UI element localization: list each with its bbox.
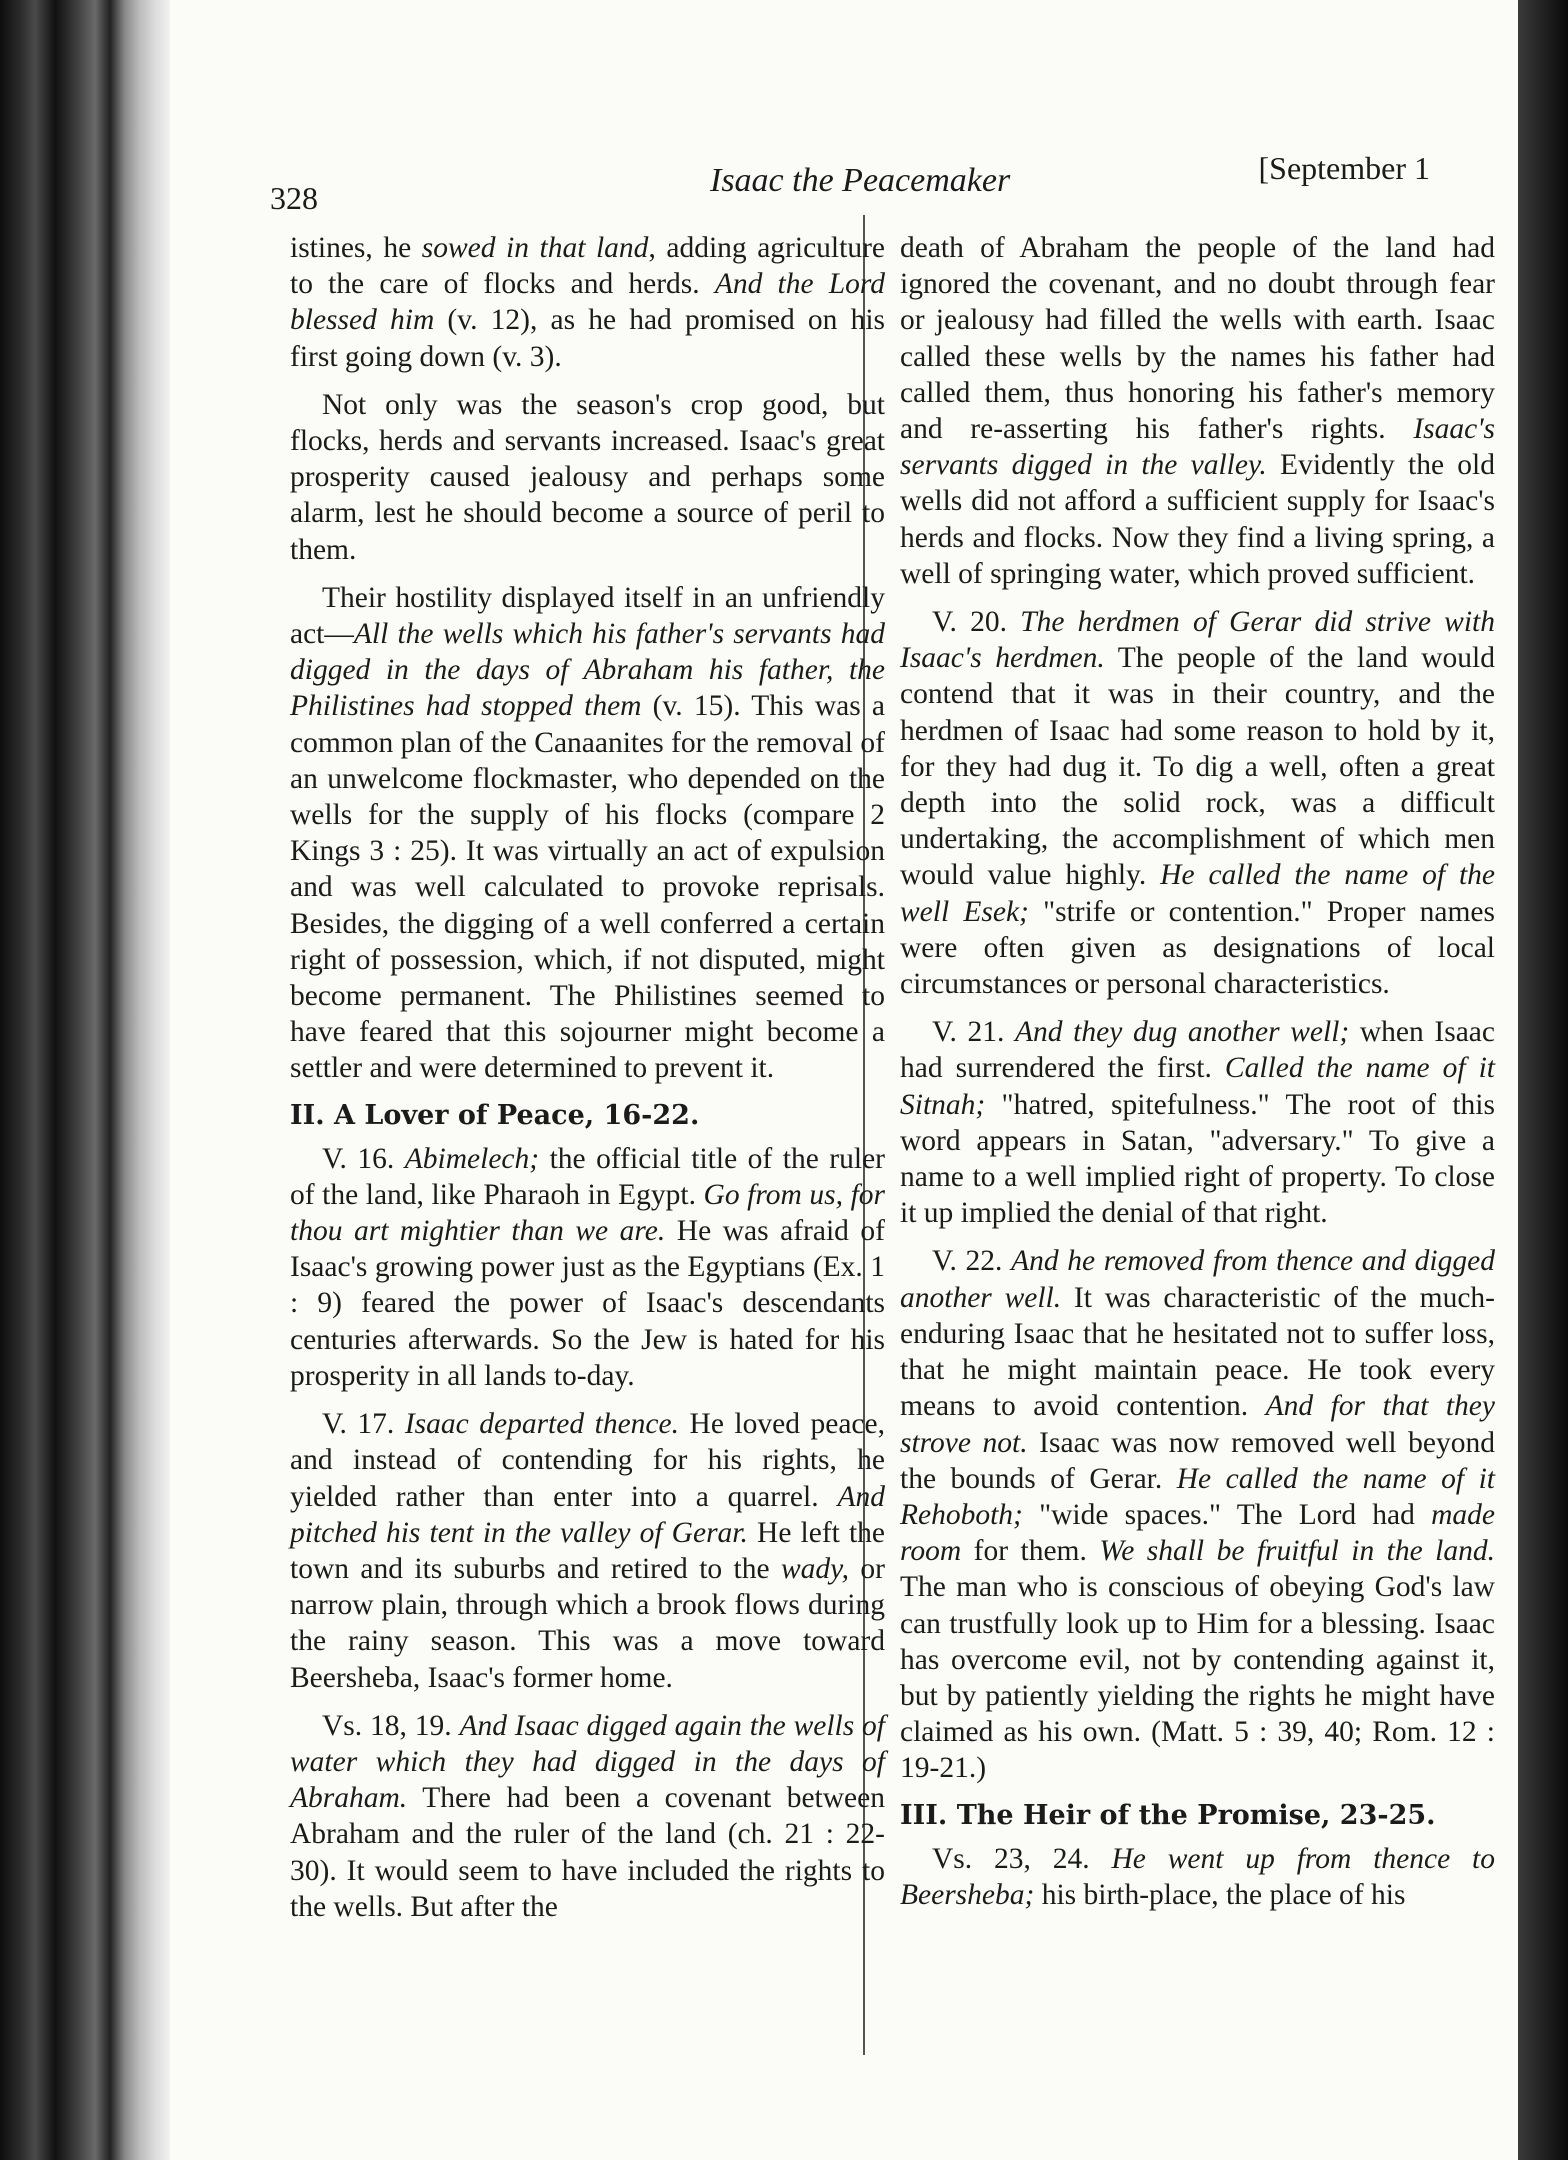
section-heading: II. A Lover of Peace, 16-22.: [290, 1099, 700, 1131]
text-run: the official title of the ruler of the land, like Pharaoh in Egypt.: [290, 1142, 885, 1211]
text-run: Isaac was now removed well beyond the bounds of Gerar.: [900, 1426, 1495, 1495]
paragraph: [900, 230, 1495, 592]
paragraph: [900, 1841, 1495, 1913]
italic-run: made room: [900, 1498, 1495, 1568]
text-run: or narrow plain, through which a brook flows during the rainy season. This was a move toward Beersheba, Isaac's former home.: [290, 1552, 886, 1694]
paragraph: [290, 387, 885, 568]
text-run: V. 22.: [932, 1245, 1012, 1278]
book-page: [170, 0, 1518, 2160]
italic-run: And pitched his tent in the valley of Gerar.: [290, 1480, 885, 1549]
italic-run: He called the name of it Rehoboth;: [900, 1462, 1495, 1531]
italic-run: All the wells which his father's servants had digged in the days of Abraham his father, the Philistines had stopped them: [290, 618, 885, 723]
text-run: V. 20.: [932, 606, 1021, 639]
text-run: "strife or contention." Proper names were often given as designations of local circumstances or personal characteristics.: [900, 895, 1495, 1001]
text-run: Evidently the old wells did not afford a sufficient supply for Isaac's herds and flocks. Now they find a living spring, a well of springing water, which proved sufficient.: [900, 449, 1495, 590]
text-run: Their hostility displayed itself in an unfriendly act—: [290, 581, 885, 651]
text-run: Vs. 18, 19.: [322, 1709, 460, 1742]
italic-run: And Isaac digged again the wells of water which they had digged in the days of Abraham.: [290, 1709, 885, 1815]
text-run: V. 16.: [322, 1142, 405, 1175]
text-run: , adding agriculture to the care of flocks and herds.: [290, 232, 885, 301]
text-run: V. 21.: [932, 1016, 1016, 1049]
text-run: Vs. 23, 24.: [932, 1842, 1112, 1875]
scan-right-edge: [1518, 0, 1568, 2160]
header-date: [September 1: [1258, 150, 1430, 186]
italic-run: Abimelech;: [404, 1142, 540, 1175]
text-run: The people of the land would contend that it was in their country, and the herdmen of Isaac had some reason to hold by it, for they had dug it. To dig a well, often a great depth into the solid rock, was a difficult undertaking, the accomplishment of which men would value highly.: [900, 642, 1495, 892]
italic-run: And for that they strove not.: [900, 1390, 1495, 1459]
italic-run: Isaac's servants digged in the valley.: [900, 413, 1495, 482]
paragraph: [900, 1243, 1495, 1786]
text-run: "wide spaces." The Lord had: [1022, 1498, 1432, 1531]
paragraph: [290, 1406, 885, 1696]
italic-run: And he removed from thence and digged another well.: [900, 1245, 1495, 1314]
italic-run: And they dug another well;: [1015, 1016, 1350, 1049]
text-run: He left the town and its suburbs and retired to the: [290, 1516, 885, 1585]
text-run: (v. 12), as he had promised on his first going down (v. 3).: [290, 304, 886, 373]
running-title: Isaac the Peacemaker: [710, 162, 1011, 199]
text-run: death of Abraham the people of the land had ignored the covenant, and no doubt through fear or jealousy had filled the wells with earth. Isaac called these wells by the names his father had called them, thus honoring his father's memory and re-asserting his father's rights.: [900, 232, 1495, 446]
italic-run: sowed in that land: [421, 232, 649, 264]
italic-run: He called the name of the well Esek;: [900, 859, 1495, 928]
text-run: istines, he: [290, 232, 422, 264]
text-run: It was characteristic of the much-enduring Isaac that he hesitated not to suffer loss, that he might maintain peace. He took every means to avoid contention.: [900, 1281, 1495, 1423]
italic-run: The herdmen of Gerar did strive with Isaac's herdmen.: [900, 606, 1495, 675]
text-run: (v. 15). This was a common plan of the Canaanites for the removal of an unwelcome flockmaster, who depended on the wells for the supply of his flocks (compare 2 Kings 3 : 25). It was virtually an act of expulsion and was well calculated to provoke reprisals. Besides, the digging of a well conferred a certain right of possession, which, if not disputed, might become permanent. The Philistines seemed to have feared that this sojourner might become a settler and were determined to prevent it.: [290, 690, 885, 1085]
scan-binding-edge: [0, 0, 170, 2160]
italic-run: Go from us, for thou art mightier than we are.: [290, 1178, 885, 1248]
text-run: Not only was the season's crop good, but flocks, herds and servants increased. Isaac's great prosperity caused jealousy and perhaps some alarm, lest he should become a source of peril to them.: [290, 388, 885, 566]
text-run: his birth-place, the place of his: [1034, 1878, 1406, 1911]
paragraph: [290, 230, 885, 375]
section-heading: III. The Heir of the Promise, 23-25.: [900, 1799, 1436, 1831]
paragraph: [900, 604, 1495, 1002]
text-run: He was afraid of Isaac's growing power just as the Egyptians (Ex. 1 : 9) feared the power of Isaac's descendants centuries afterwards. So the Jew is hated for his prosperity in all lands to-day.: [290, 1215, 885, 1392]
italic-run: And the Lord blessed him: [290, 268, 886, 337]
text-run: V. 17.: [322, 1408, 405, 1441]
text-run: for them.: [961, 1535, 1100, 1568]
left-column: [290, 230, 885, 1937]
italic-run: Isaac departed thence.: [404, 1408, 679, 1441]
page-number: 328: [270, 180, 318, 216]
paragraph: [290, 1708, 885, 1925]
text-run: "hatred, spitefulness." The root of this word appears in Satan, "adversary." To give a name to a well implied right of property. To close it up implied the denial of that right.: [900, 1088, 1495, 1230]
text-run: when Isaac had surrendered the first.: [900, 1016, 1495, 1085]
italic-run: Called the name of it Sitnah;: [900, 1052, 1496, 1121]
paragraph: [290, 580, 885, 1087]
paragraph: [900, 1014, 1495, 1231]
italic-run: We shall be fruitful in the land.: [1099, 1535, 1495, 1568]
page-header: [270, 150, 1430, 216]
paragraph: [290, 1141, 885, 1394]
right-column: [900, 230, 1495, 1925]
italic-run: wady,: [781, 1552, 850, 1585]
text-run: The man who is conscious of obeying God's law can trustfully look up to Him for a blessing. Isaac has overcome evil, not by contending against it, but by patiently yielding the rights he might have claimed as his own. (Matt. 5 : 39, 40; Rom. 12 : 19-21.): [900, 1571, 1495, 1785]
italic-run: He went up from thence to Beersheba;: [900, 1842, 1495, 1911]
text-run: There had been a covenant between Abraham and the ruler of the land (ch. 21 : 22-30). It would seem to have included the rights to the wells. But after the: [290, 1782, 885, 1923]
text-run: He loved peace, and instead of contending for his rights, he yielded rather than enter into a quarrel.: [290, 1408, 885, 1513]
